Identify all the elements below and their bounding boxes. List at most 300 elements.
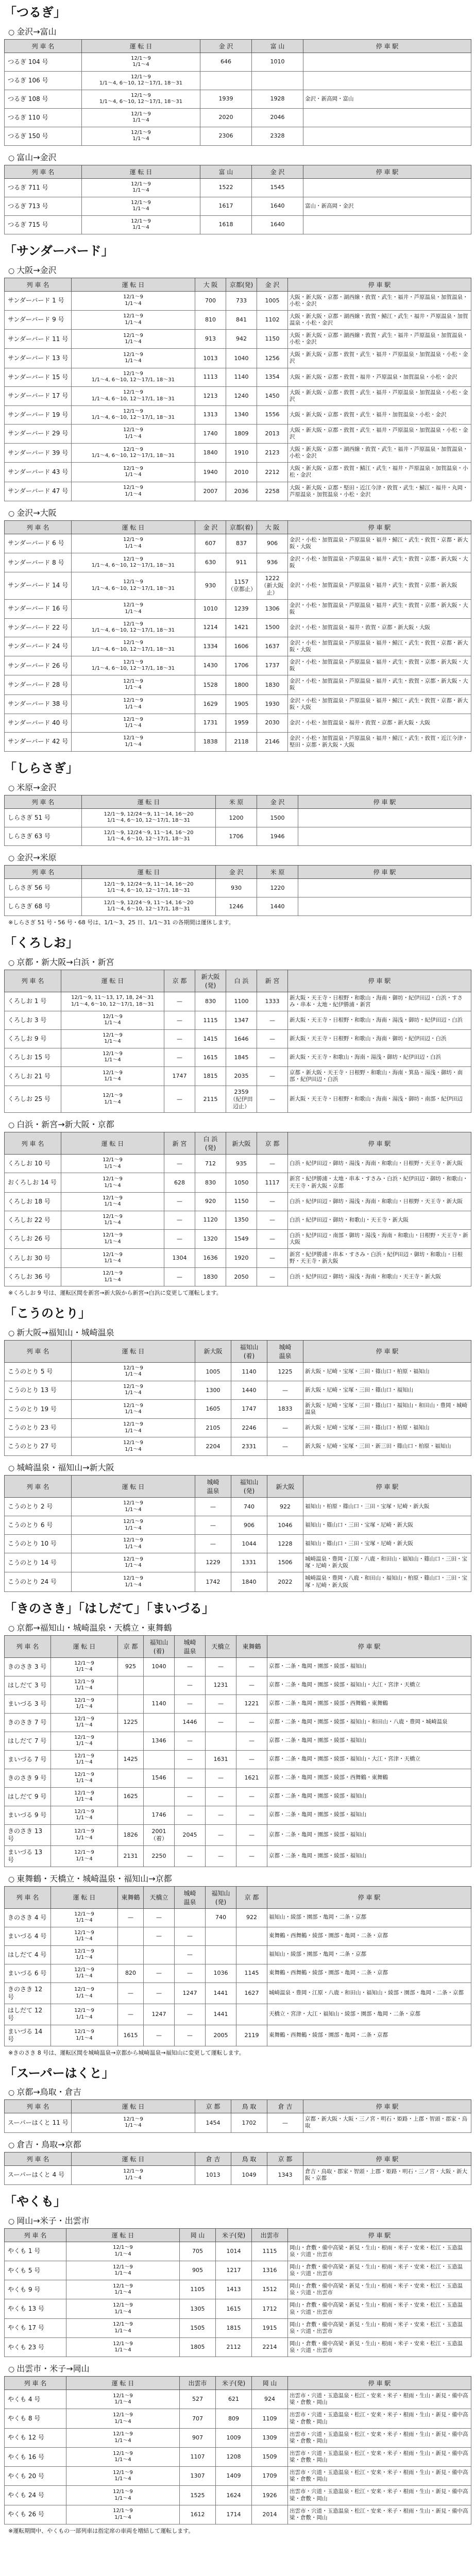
- route-heading: [8, 781, 471, 793]
- time-cell: 1617: [200, 197, 252, 215]
- time-cell: 1830: [257, 675, 288, 694]
- time-cell: 1309: [252, 2428, 288, 2447]
- route-heading: [8, 1461, 471, 1473]
- train-name: サンダーバード 43 号: [5, 463, 72, 482]
- route-heading-text: 東舞鶴・天橋立・城崎温泉・福知山→京都: [16, 1873, 172, 1884]
- timetable: [4, 2376, 471, 2524]
- time-cell: —: [175, 1806, 206, 1824]
- header-row: [5, 278, 471, 291]
- table-row: [5, 2025, 471, 2046]
- timetable-page: [0, 5, 475, 2554]
- column-header: 運 転 日: [82, 39, 200, 53]
- train-name: やくも 23 号: [5, 2337, 66, 2357]
- header-row: [5, 39, 471, 53]
- time-cell: —: [267, 2113, 303, 2132]
- time-cell: —: [175, 1732, 206, 1750]
- stops-cell: 京都・二条・亀岡・園部・綾部・福知山: [267, 1732, 471, 1750]
- time-cell: 740: [231, 1498, 267, 1516]
- operating-days: 12/1〜9 1/1〜4: [66, 2299, 180, 2318]
- column-header: 鳥 取: [231, 2152, 267, 2165]
- column-header: 富 山: [200, 165, 252, 178]
- stops-cell: 白浜・紀伊田辺・御坊・湯浅・海南・和歌山・日根野・天王寺・新大阪: [288, 1155, 471, 1173]
- time-cell: 1240: [226, 386, 257, 405]
- operating-days: 12/1〜9 1/1〜4: [72, 534, 195, 553]
- operating-days: 12/1〜9 1/1〜4, 6〜10, 12〜17/1, 18〜31: [72, 386, 195, 405]
- train-name: くろしお 10 号: [5, 1155, 61, 1173]
- stops-cell: 京都・二条・亀岡・園部・綾部・西舞鶴・東舞鶴: [267, 1694, 471, 1713]
- time-cell: 907: [180, 2428, 216, 2447]
- operating-days: 12/1〜9 1/1〜4: [51, 1732, 118, 1750]
- timetable-section: [0, 2066, 475, 2185]
- column-header: 京 都: [257, 1132, 288, 1155]
- time-cell: [206, 1732, 236, 1750]
- train-name: はしだて 12 号: [5, 2004, 51, 2025]
- stops-cell: 出雲市・宍道・玉造温泉・松江・安来・米子・根雨・生山・新見・備中高梁・倉敷・岡山: [288, 2428, 471, 2447]
- table-row: [5, 1437, 471, 1456]
- train-name: サンダーバード 8 号: [5, 553, 72, 572]
- stops-cell: 新大阪・尼崎・宝塚・三田・篠山口・柏原・福知山: [303, 1362, 471, 1381]
- table-row: [5, 2280, 471, 2299]
- table-row: [5, 808, 471, 827]
- time-cell: 1446: [175, 1713, 206, 1732]
- time-cell: 1706: [216, 827, 257, 845]
- table-row: [5, 482, 471, 501]
- stops-cell: 岡山・倉敷・備中高梁・新見・生山・根雨・米子・安来・松江・玉造温泉・宍道・出雲市: [288, 2318, 471, 2337]
- time-cell: —: [236, 1657, 267, 1676]
- train-name: こうのとり 6 号: [5, 1516, 72, 1535]
- route-heading-text: 大阪→金沢: [16, 265, 57, 275]
- time-cell: 1046: [267, 1516, 303, 1535]
- time-cell: —: [206, 1657, 236, 1676]
- column-header: 運 転 日: [72, 520, 195, 534]
- route-heading: [8, 851, 471, 863]
- table-row: [5, 1419, 471, 1437]
- train-name: くろしお 22 号: [5, 1211, 61, 1229]
- time-cell: 705: [180, 2242, 216, 2261]
- time-cell: 1500: [257, 808, 298, 827]
- operating-days: 12/1〜9 1/1〜4: [61, 1229, 164, 1248]
- time-cell: 1440: [231, 1381, 267, 1399]
- operating-days: 12/1〜9 1/1〜4: [51, 2025, 118, 2046]
- train-name: スーパーはくと 4 号: [5, 2165, 72, 2184]
- time-cell: 1306: [257, 599, 288, 618]
- time-cell: 1905: [226, 694, 257, 714]
- time-cell: 2146: [257, 732, 288, 751]
- table-row: [5, 1229, 471, 1248]
- table-row: [5, 2261, 471, 2280]
- column-header: 停 車 駅: [303, 165, 471, 178]
- timetable: [4, 1475, 471, 1592]
- column-header: 鳥 取: [231, 2100, 267, 2113]
- table-row: [5, 553, 471, 572]
- train-name: きのさき 12 号: [5, 1982, 51, 2004]
- train-name: しらさぎ 63 号: [5, 827, 82, 845]
- column-header: 福知山 (発): [206, 1886, 236, 1908]
- operating-days: 12/1〜9 1/1〜4, 6〜10, 12〜17/1, 18〜31: [72, 637, 195, 656]
- time-cell: 1120: [195, 1211, 226, 1229]
- operating-days: 12/1〜9 1/1〜4: [66, 2337, 180, 2357]
- timetable: [4, 2152, 471, 2185]
- operating-days: 12/1〜9 1/1〜4: [61, 1011, 164, 1029]
- time-cell: 1621: [236, 1769, 267, 1787]
- time-cell: 913: [195, 330, 226, 349]
- section-title: 「しらさぎ」: [4, 761, 78, 776]
- stops-cell: 金沢・小松・加賀温泉・芦原温泉・福井・武生・敦賀・京都・新大阪: [288, 572, 471, 599]
- circle-icon: ○: [8, 2141, 15, 2149]
- time-cell: 1845: [226, 1048, 257, 1066]
- operating-days: 12/1〜9 1/1〜4: [66, 2447, 180, 2466]
- time-cell: 1247: [175, 1982, 206, 2004]
- stops-cell: 倉吉・鳥取・郡家・智頭・上郡・姫路・明石・三ノ宮・大阪・新大阪・京都: [303, 2165, 471, 2184]
- header-row: [5, 1340, 471, 1362]
- operating-days: 12/1〜9 1/1〜4: [51, 1750, 118, 1769]
- header-row: [5, 795, 471, 808]
- train-name: くろしお 26 号: [5, 1229, 61, 1248]
- train-name: つるぎ 711 号: [5, 178, 82, 197]
- table-row: [5, 1694, 471, 1713]
- column-header: 停 車 駅: [303, 2100, 471, 2113]
- column-header: 新 宮: [164, 1132, 195, 1155]
- time-cell: —: [195, 1498, 231, 1516]
- operating-days: 12/1〜9 1/1〜4: [72, 1516, 195, 1535]
- time-cell: 924: [252, 2390, 288, 2409]
- operating-days: 12/1〜9 1/1〜4: [51, 1787, 118, 1806]
- operating-days: 12/1〜9, 12/24〜9, 11〜14, 16〜20 1/1〜4, 6〜10, 12〜17/1, 18〜31: [82, 827, 216, 845]
- operating-days: 12/1〜9 1/1〜4: [51, 1945, 118, 1964]
- time-cell: 1709: [252, 2467, 288, 2486]
- time-cell: 830: [195, 1173, 226, 1192]
- time-cell: 1040: [144, 1657, 175, 1676]
- time-cell: 925: [118, 1657, 144, 1676]
- operating-days: 12/1〜9 1/1〜4: [72, 1498, 195, 1516]
- table-row: [5, 386, 471, 405]
- table-row: [5, 1572, 471, 1591]
- column-header: 運 転 日: [72, 1476, 195, 1498]
- time-cell: [206, 1945, 236, 1964]
- operating-days: 12/1〜9 1/1〜4: [66, 2428, 180, 2447]
- header-row: [5, 2152, 471, 2165]
- time-cell: [144, 1713, 175, 1732]
- column-header: 白 浜: [226, 970, 257, 992]
- stops-cell: 大阪・新大阪・京都・湖西線・敦賀・鯖江・武生・福井・芦原温泉・加賀温泉・小松・金沢: [288, 310, 471, 329]
- table-row: [5, 1750, 471, 1769]
- table-row: [5, 1399, 471, 1418]
- time-cell: 733: [226, 291, 257, 310]
- train-name: しらさぎ 51 号: [5, 808, 82, 827]
- table-row: [5, 1553, 471, 1572]
- stops-cell: 新大阪・尼崎・宝塚・三田・篠山口・福知山・和田山・豊岡・城崎温泉: [303, 1399, 471, 1418]
- operating-days: 12/1〜9 1/1〜4: [72, 424, 195, 443]
- route-heading-text: 米原→金沢: [16, 782, 57, 792]
- time-cell: [200, 71, 252, 90]
- stops-cell: 福知山・柏原・篠山口・三田・宝塚・尼崎・新大阪: [303, 1498, 471, 1516]
- time-cell: 841: [226, 310, 257, 329]
- time-cell: 935: [226, 1155, 257, 1173]
- train-name: やくも 9 号: [5, 2280, 66, 2299]
- table-row: [5, 618, 471, 637]
- time-cell: 2250: [144, 1845, 175, 1867]
- column-header: 岡 山: [252, 2377, 288, 2390]
- time-cell: —: [236, 1732, 267, 1750]
- train-name: サンダーバード 38 号: [5, 694, 72, 714]
- operating-days: 12/1〜9 1/1〜4: [82, 127, 200, 145]
- table-row: [5, 1908, 471, 1927]
- train-name: まいづる 3 号: [5, 1694, 51, 1713]
- time-cell: 1140: [231, 1362, 267, 1381]
- stops-cell: 金沢・小松・加賀温泉・福井・敦賀・京都・新大阪・大阪: [288, 714, 471, 732]
- train-name: スーパーはくと 11 号: [5, 2113, 72, 2132]
- operating-days: 12/1〜9 1/1〜4: [72, 1553, 195, 1572]
- timetable: [4, 970, 471, 1113]
- circle-icon: ○: [8, 1121, 15, 1130]
- time-cell: 2331: [231, 1437, 267, 1456]
- stops-cell: 富山・新高岡・金沢: [303, 197, 471, 215]
- stops-cell: 金沢・小松・加賀温泉・芦原温泉・福井・鯖江・武生・敦賀・京都・新大阪・大阪: [288, 694, 471, 714]
- timetable: [4, 2099, 471, 2132]
- table-row: [5, 1676, 471, 1694]
- table-row: [5, 656, 471, 675]
- time-cell: 621: [216, 2390, 252, 2409]
- time-cell: —: [206, 1769, 236, 1787]
- time-cell: 830: [195, 992, 226, 1011]
- stops-cell: 福知山・綾部・園部・亀岡・二条・京都: [267, 1945, 471, 1964]
- train-name: サンダーバード 29 号: [5, 424, 72, 443]
- header-row: [5, 2100, 471, 2113]
- stops-cell: 岡山・倉敷・備中高梁・新見・生山・根雨・米子・安来・松江・玉造温泉・宍道・出雲市: [288, 2280, 471, 2299]
- column-header: 金 沢: [216, 865, 257, 878]
- table-row: [5, 1964, 471, 1982]
- time-cell: 1222 （新大阪止）: [257, 572, 288, 599]
- time-cell: 1646: [226, 1029, 257, 1048]
- time-cell: 1413: [216, 2280, 252, 2299]
- time-cell: —: [118, 2004, 144, 2025]
- train-name: つるぎ 108 号: [5, 90, 82, 108]
- train-name: サンダーバード 47 号: [5, 482, 72, 501]
- column-header: 列 車 名: [5, 165, 82, 178]
- time-cell: 820: [118, 1964, 144, 1982]
- time-cell: [118, 1927, 144, 1945]
- time-cell: 1920: [226, 1248, 257, 1267]
- column-header: 福知山 (着): [144, 1635, 175, 1657]
- time-cell: —: [257, 1268, 288, 1286]
- stops-cell: 新大阪・天王寺・日根野・和歌山・海南・御坊・紀伊田辺・白浜: [288, 1029, 471, 1048]
- time-cell: 2013: [257, 424, 288, 443]
- time-cell: 1430: [195, 656, 226, 675]
- time-cell: —: [144, 1982, 175, 2004]
- column-header: 白 浜 (発): [195, 1132, 226, 1155]
- column-header: 京 都: [267, 2152, 303, 2165]
- train-name: つるぎ 104 号: [5, 53, 82, 71]
- time-cell: 1425: [118, 1750, 144, 1769]
- timetable: [4, 39, 471, 146]
- table-row: [5, 2004, 471, 2025]
- time-cell: —: [206, 1824, 236, 1845]
- stops-cell: 出雲市・宍道・玉造温泉・松江・安来・米子・根雨・生山・新見・備中高梁・倉敷・岡山: [288, 2447, 471, 2466]
- time-cell: 920: [195, 1192, 226, 1211]
- operating-days: 12/1〜9 1/1〜4: [82, 108, 200, 127]
- stops-cell: [298, 808, 471, 827]
- table-row: [5, 2318, 471, 2337]
- stops-cell: 白浜・紀伊田辺・南部・御坊・湯浅・海南・和歌山・日根野・天王寺・新大阪: [288, 1229, 471, 1248]
- time-cell: 2359 （紀伊田辺止）: [226, 1086, 257, 1113]
- column-header: 運 転 日: [72, 2100, 195, 2113]
- table-row: [5, 694, 471, 714]
- circle-icon: ○: [8, 2217, 15, 2226]
- column-header: 出雲市: [180, 2377, 216, 2390]
- train-name: つるぎ 106 号: [5, 71, 82, 90]
- operating-days: 12/1〜9 1/1〜4: [51, 1908, 118, 1927]
- time-cell: [144, 1787, 175, 1806]
- stops-cell: 金沢・小松・加賀温泉・芦原温泉・福井・武生・敦賀・京都・新大阪・大阪: [288, 656, 471, 675]
- time-cell: —: [164, 1048, 195, 1066]
- operating-days: 12/1〜9 1/1〜4: [61, 1155, 164, 1173]
- column-header: 出雲市: [252, 2228, 288, 2242]
- time-cell: —: [236, 1676, 267, 1694]
- time-cell: 1637: [257, 637, 288, 656]
- operating-days: 12/1〜9 1/1〜4: [72, 1362, 195, 1381]
- train-name: サンダーバード 26 号: [5, 656, 72, 675]
- stops-cell: [303, 127, 471, 145]
- train-name: こうのとり 2 号: [5, 1498, 72, 1516]
- table-row: [5, 2390, 471, 2409]
- table-row: [5, 675, 471, 694]
- train-name: おくろしお 14 号: [5, 1173, 61, 1192]
- column-header: 列 車 名: [5, 278, 72, 291]
- column-header: 運 転 日: [61, 1132, 164, 1155]
- column-header: 京都(着): [226, 520, 257, 534]
- stops-cell: 大阪・新大阪・京都・敦賀・武生・福井・芦原温泉・加賀温泉・小松・金沢: [288, 424, 471, 443]
- table-row: [5, 108, 471, 127]
- train-name: サンダーバード 1 号: [5, 291, 72, 310]
- time-cell: 1140: [226, 368, 257, 386]
- stops-cell: 東舞鶴・西舞鶴・綾部・園部・亀岡・二条・京都: [267, 1927, 471, 1945]
- timetable: [4, 1340, 471, 1456]
- time-cell: —: [175, 1927, 206, 1945]
- table-row: [5, 1845, 471, 1867]
- header-row: [5, 970, 471, 992]
- time-cell: 1334: [195, 637, 226, 656]
- time-cell: —: [257, 1229, 288, 1248]
- time-cell: 2118: [226, 732, 257, 751]
- time-cell: —: [206, 1845, 236, 1867]
- time-cell: —: [144, 1908, 175, 1927]
- train-name: つるぎ 713 号: [5, 197, 82, 215]
- time-cell: 1930: [257, 694, 288, 714]
- time-cell: 527: [180, 2390, 216, 2409]
- time-cell: 1228: [267, 1535, 303, 1553]
- train-name: サンダーバード 17 号: [5, 386, 72, 405]
- time-cell: 1612: [180, 2505, 216, 2524]
- time-cell: [118, 1769, 144, 1787]
- header-row: [5, 2228, 471, 2242]
- operating-days: 12/1〜9 1/1〜4: [72, 310, 195, 329]
- train-name: こうのとり 5 号: [5, 1362, 72, 1381]
- time-cell: 1145: [236, 1964, 267, 1982]
- table-row: [5, 197, 471, 215]
- column-header: 新大阪 (発): [195, 970, 226, 992]
- time-cell: 1305: [180, 2299, 216, 2318]
- time-cell: 1624: [216, 2486, 252, 2505]
- stops-cell: 白浜・紀伊田辺・御坊・湯浅・海南・和歌山・天王寺・新大阪: [288, 1268, 471, 1286]
- time-cell: 2119: [236, 2025, 267, 2046]
- time-cell: 1050: [226, 1173, 257, 1192]
- time-cell: —: [164, 1229, 195, 1248]
- section-title: 「くろしお」: [4, 935, 78, 950]
- time-cell: 1117: [257, 1173, 288, 1192]
- time-cell: 2123: [257, 444, 288, 463]
- time-cell: 1742: [195, 1572, 231, 1591]
- time-cell: 1706: [226, 656, 257, 675]
- time-cell: 1840: [231, 1572, 267, 1591]
- time-cell: 1441: [206, 2004, 236, 2025]
- column-header: 倉 吉: [267, 2100, 303, 2113]
- timetable-section: [0, 244, 475, 752]
- operating-days: 12/1〜9 1/1〜4, 6〜10, 12〜17/1, 18〜31: [72, 553, 195, 572]
- time-cell: 1040: [226, 349, 257, 368]
- time-cell: 1213: [195, 386, 226, 405]
- time-cell: —: [175, 1845, 206, 1867]
- operating-days: 12/1〜9 1/1〜4, 6〜10, 12〜17/1, 18〜31: [72, 444, 195, 463]
- train-name: くろしお 1 号: [5, 992, 61, 1011]
- time-cell: 707: [180, 2409, 216, 2428]
- time-cell: [118, 1945, 144, 1964]
- operating-days: 12/1〜9 1/1〜4: [51, 1964, 118, 1982]
- route-heading: [8, 2138, 471, 2150]
- operating-days: 12/1〜9 1/1〜4: [66, 2486, 180, 2505]
- time-cell: [144, 1750, 175, 1769]
- time-cell: 1556: [257, 405, 288, 424]
- table-row: [5, 637, 471, 656]
- time-cell: 1115: [252, 2242, 288, 2261]
- train-name: こうのとり 27 号: [5, 1437, 72, 1456]
- section-title: 「きのさき」「はしだて」「まいづる」: [4, 1601, 214, 1616]
- column-header: 停 車 駅: [303, 2152, 471, 2165]
- train-name: くろしお 15 号: [5, 1048, 61, 1066]
- time-cell: 2214: [252, 2337, 288, 2357]
- stops-cell: [303, 53, 471, 71]
- time-cell: 1316: [252, 2261, 288, 2280]
- time-cell: —: [164, 1211, 195, 1229]
- circle-icon: ○: [8, 2365, 15, 2374]
- operating-days: 12/1〜9 1/1〜4: [61, 1029, 164, 1048]
- timetable: [4, 1635, 471, 1867]
- time-cell: 906: [257, 534, 288, 553]
- time-cell: 1740: [195, 424, 226, 443]
- operating-days: 12/1〜9 1/1〜4: [51, 1676, 118, 1694]
- section-title: 「つるぎ」: [4, 5, 66, 20]
- time-cell: —: [257, 1011, 288, 1029]
- time-cell: 646: [200, 53, 252, 71]
- time-cell: 1333: [257, 992, 288, 1011]
- stops-cell: 福知山・篠山口・三田・宝塚・尼崎・新大阪: [303, 1535, 471, 1553]
- time-cell: 740: [206, 1908, 236, 1927]
- time-cell: 2005: [206, 2025, 236, 2046]
- stops-cell: 京都・二条・亀岡・園部・綾部・福知山: [267, 1657, 471, 1676]
- route-heading-text: 京都→福知山・城崎温泉・天橋立・東舞鶴: [16, 1622, 172, 1633]
- stops-cell: 新大阪・天王寺・日根野・和歌山・海南・湯浅・御坊・紀伊田辺・白浜: [288, 1011, 471, 1029]
- stops-cell: 新大阪・天王寺・和歌山・海南・湯浅・御坊・紀伊田辺・白浜: [288, 1048, 471, 1066]
- route-heading-text: 白浜・新宮→新大阪・京都: [16, 1120, 114, 1130]
- table-row: [5, 714, 471, 732]
- operating-days: 12/1〜9 1/1〜4: [66, 2318, 180, 2337]
- column-header: 列 車 名: [5, 970, 61, 992]
- time-cell: 1627: [236, 1982, 267, 2004]
- stops-cell: 岡山・倉敷・備中高梁・新見・生山・根雨・米子・安来・松江・玉造温泉・宍道・出雲市: [288, 2299, 471, 2318]
- time-cell: 1304: [164, 1248, 195, 1267]
- time-cell: 1009: [216, 2428, 252, 2447]
- table-row: [5, 1248, 471, 1267]
- time-cell: 1005: [195, 1362, 231, 1381]
